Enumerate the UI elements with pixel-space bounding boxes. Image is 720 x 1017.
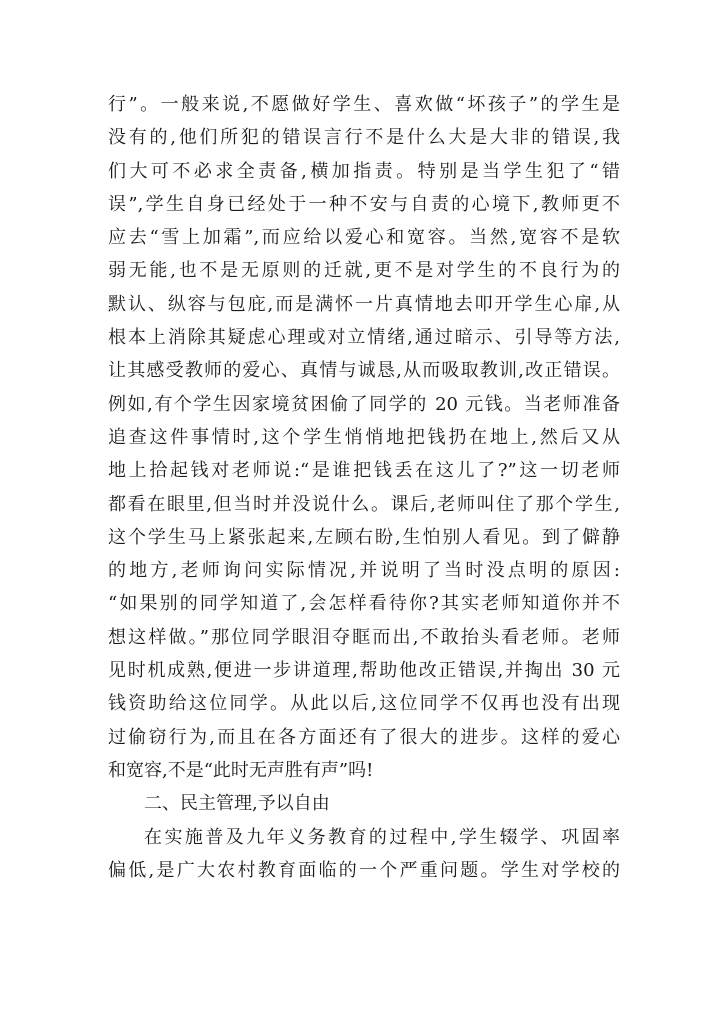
text-line: 过偷窃行为,而且在各方面还有了很大的进步。这样的爱心 (108, 726, 620, 748)
body-text (108, 88, 620, 887)
text-line: 误”,学生自身已经处于一种不安与自责的心境下,教师更不 (108, 193, 620, 215)
section-heading: 二、民主管理,予以自由 (144, 793, 330, 815)
text-line: 地上拾起钱对老师说:“是谁把钱丢在这儿了?”这一切老师 (108, 460, 620, 482)
text-line: 弱无能,也不是无原则的迁就,更不是对学生的不良行为的 (108, 260, 620, 282)
text-line: 没有的,他们所犯的错误言行不是什么大是大非的错误,我 (108, 127, 620, 149)
text-line: 想这样做。”那位同学眼泪夺眶而出,不敢抬头看老师。老师 (108, 626, 620, 648)
text-line: 见时机成熟,便进一步讲道理,帮助他改正错误,并掏出 30 元 (108, 660, 620, 682)
text-line: “如果别的同学知道了,会怎样看待你?其实老师知道你并不 (108, 593, 620, 615)
text-line: 都看在眼里,但当时并没说什么。课后,老师叫住了那个学生, (108, 493, 620, 515)
text-line: 和宽容,不是“此时无声胜有声”吗! (108, 759, 374, 781)
text-line: 偏低,是广大农村教育面临的一个严重问题。学生对学校的 (108, 859, 620, 881)
text-line: 根本上消除其疑虑心理或对立情绪,通过暗示、引导等方法, (108, 327, 620, 349)
text-line: 行”。一般来说,不愿做好学生、喜欢做“坏孩子”的学生是 (108, 94, 620, 115)
text-line: 这个学生马上紧张起来,左顾右盼,生怕别人看见。到了僻静 (108, 526, 620, 548)
text-line: 钱资助给这位同学。从此以后,这位同学不仅再也没有出现 (108, 693, 620, 715)
text-line: 在实施普及九年义务教育的过程中,学生辍学、巩固率 (144, 826, 620, 848)
text-line: 默认、纵容与包庇,而是满怀一片真情地去叩开学生心扉,从 (108, 293, 620, 315)
text-line: 的地方,老师询问实际情况,并说明了当时没点明的原因: (108, 560, 620, 582)
text-line: 应去“雪上加霜”,而应给以爱心和宽容。当然,宽容不是软 (108, 227, 620, 249)
text-line: 追查这件事情时,这个学生悄悄地把钱扔在地上,然后又从 (108, 426, 620, 448)
text-line: 例如,有个学生因家境贫困偷了同学的 20 元钱。当老师准备 (108, 393, 620, 415)
text-line: 让其感受教师的爱心、真情与诚恳,从而吸取教训,改正错误。 (108, 360, 620, 382)
text-line: 们大可不必求全责备,横加指责。特别是当学生犯了“错 (108, 160, 620, 182)
